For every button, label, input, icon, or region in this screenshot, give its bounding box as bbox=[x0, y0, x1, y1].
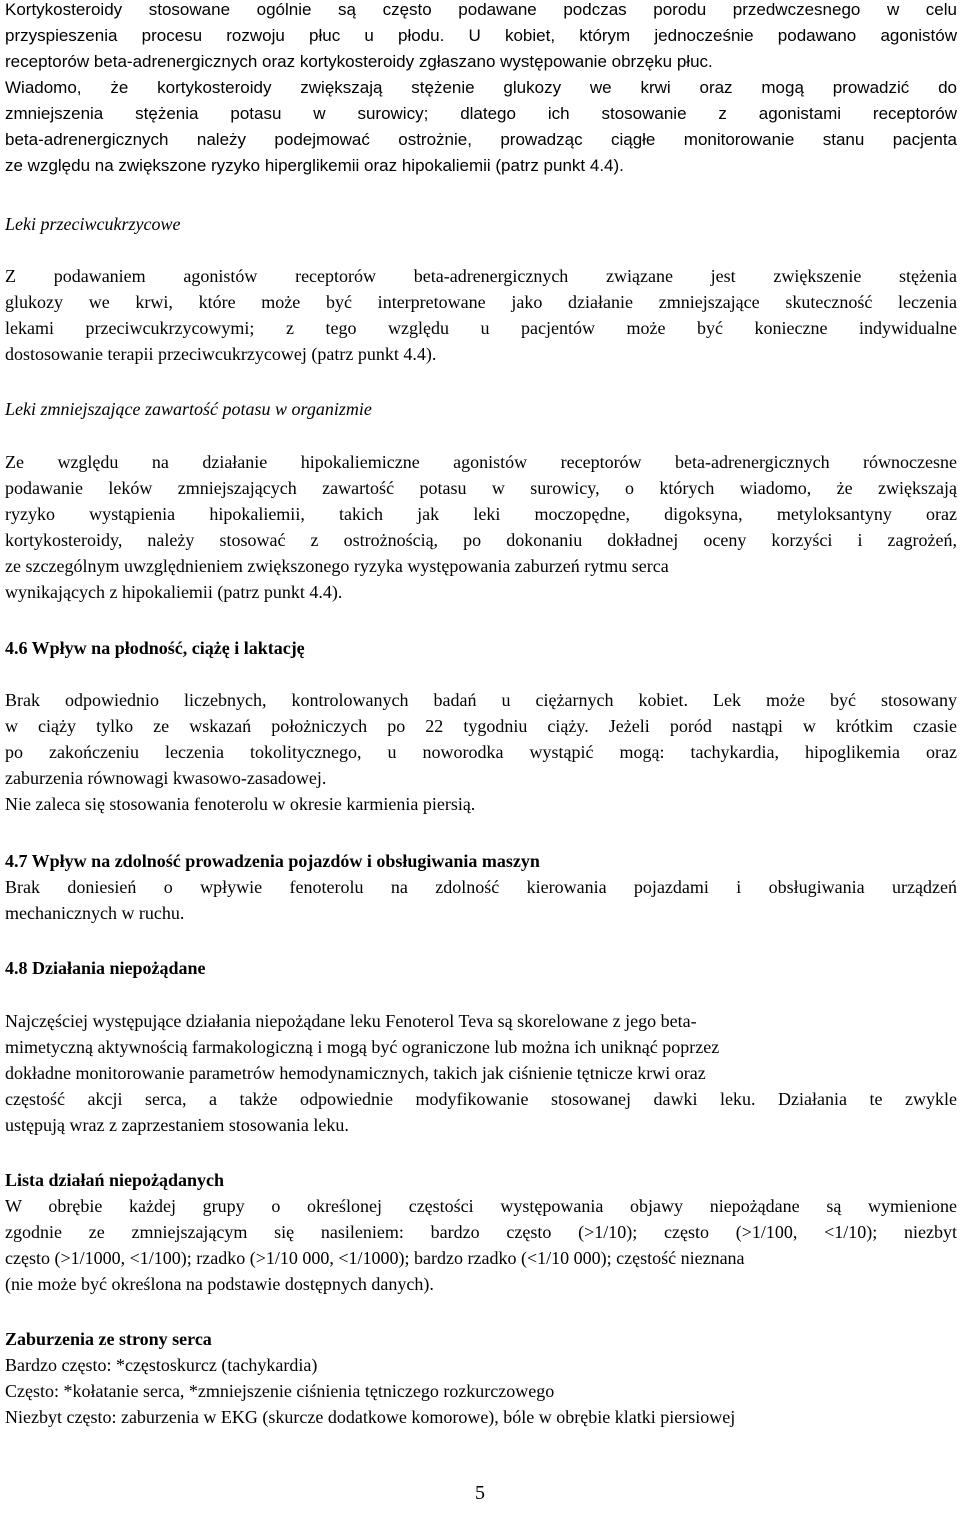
text-line: mechanicznych w ruchu. bbox=[5, 903, 185, 923]
text-line: beta-adrenergicznych należy podejmować ostrożnie, prowadząc ciągłe monitorowanie stanu pacjenta bbox=[5, 130, 957, 149]
text-line: kortykosteroidy, należy stosować z ostrożnością, po dokonaniu dokładnej oceny korzyści i zagrożeń, bbox=[5, 530, 957, 550]
text-line: dostosowanie terapii przeciwcukrzycowej (patrz punkt 4.4). bbox=[5, 344, 437, 364]
heading-section-4-6: 4.6 Wpływ na płodność, ciążę i laktację bbox=[5, 638, 305, 658]
text-line: zaburzenia równowagi kwasowo-zasadowej. bbox=[5, 768, 327, 788]
text-line: przyspieszenia procesu rozwoju płuc u płodu. U kobiet, którym jednocześnie podawano agonistów bbox=[5, 26, 957, 45]
text-line: częstość akcji serca, a także odpowiednie modyfikowanie stosowanej dawki leku. Działania te zwykle bbox=[5, 1089, 957, 1109]
page-number: 5 bbox=[475, 1482, 485, 1504]
text-line: Niezbyt często: zaburzenia w EKG (skurcze dodatkowe komorowe), bóle w obrębie klatki piersiowej bbox=[5, 1407, 736, 1427]
paragraph-corticosteroids bbox=[5, 0, 957, 179]
paragraph-pregnancy bbox=[5, 687, 957, 817]
text-line: po zakończeniu leczenia tokolitycznego, u noworodka wystąpić mogą: tachykardia, hipoglikemia oraz bbox=[5, 742, 957, 762]
text-line: lekami przeciwcukrzycowymi; z tego względu u pacjentów może być konieczne indywidualne bbox=[5, 318, 957, 338]
heading-cardiac-disorders: Zaburzenia ze strony serca bbox=[5, 1329, 212, 1349]
heading-antidiabetic: Leki przeciwcukrzycowe bbox=[5, 214, 181, 234]
paragraph-frequency bbox=[5, 1193, 957, 1297]
paragraph-cardiac-list bbox=[5, 1352, 957, 1430]
text-line: Najczęściej występujące działania niepożądane leku Fenoterol Teva są skorelowane z jego beta- bbox=[5, 1011, 697, 1031]
text-line: ryzyko wystąpienia hipokaliemii, takich jak leki moczopędne, digoksyna, metyloksantyny oraz bbox=[5, 504, 957, 524]
text-line: glukozy we krwi, które może być interpretowane jako działanie zmniejszające skuteczność leczenia bbox=[5, 292, 957, 312]
heading-adverse-list: Lista działań niepożądanych bbox=[5, 1170, 225, 1190]
text-line: Brak doniesień o wpływie fenoterolu na zdolność kierowania pojazdami i obsługiwania urządzeń bbox=[5, 877, 957, 897]
text-line: Z podawaniem agonistów receptorów beta-adrenergicznych związane jest zwiększenie stężenia bbox=[5, 266, 957, 286]
text-line: wynikających z hipokaliemii (patrz punkt 4.4). bbox=[5, 582, 343, 602]
text-line: Bardzo często: *częstoskurcz (tachykardia) bbox=[5, 1355, 318, 1375]
paragraph-antidiabetic bbox=[5, 263, 957, 367]
text-line: ze szczególnym uwzględnieniem zwiększonego ryzyka występowania zaburzeń rytmu serca bbox=[5, 556, 669, 576]
heading-section-4-8: 4.8 Działania niepożądane bbox=[5, 958, 206, 978]
text-line: W obrębie każdej grupy o określonej częstości występowania objawy niepożądane są wymienione bbox=[5, 1196, 957, 1216]
text-line: Brak odpowiednio liczebnych, kontrolowanych badań u ciężarnych kobiet. Lek może być stosowany bbox=[5, 690, 957, 710]
text-line: Wiadomo, że kortykosteroidy zwiększają stężenie glukozy we krwi oraz mogą prowadzić do bbox=[5, 78, 957, 97]
text-line: Często: *kołatanie serca, *zmniejszenie ciśnienia tętniczego rozkurczowego bbox=[5, 1381, 555, 1401]
text-line: Kortykosteroidy stosowane ogólnie są często podawane podczas porodu przedwczesnego w celu bbox=[5, 0, 957, 19]
text-line: dokładne monitorowanie parametrów hemodynamicznych, takich jak ciśnienie tętnicze krwi oraz bbox=[5, 1063, 706, 1083]
text-line: w ciąży tylko ze wskazań położniczych po 22 tygodniu ciąży. Jeżeli poród nastąpi w krótkim czasie bbox=[5, 716, 957, 736]
text-line: ze względu na zwiększone ryzyko hiperglikemii oraz hipokaliemii (patrz punkt 4.4). bbox=[5, 156, 624, 175]
paragraph-driving bbox=[5, 874, 957, 926]
heading-potassium: Leki zmniejszające zawartość potasu w organizmie bbox=[5, 399, 372, 419]
paragraph-adverse-effects bbox=[5, 1008, 957, 1138]
text-line: mimetyczną aktywnością farmakologiczną i mogą być ograniczone lub można ich uniknąć poprzez bbox=[5, 1037, 720, 1057]
text-line: podawanie leków zmniejszających zawartość potasu w surowicy, o których wiadomo, że zwiększają bbox=[5, 478, 957, 498]
text-line: zmniejszenia stężenia potasu w surowicy; dlatego ich stosowanie z agonistami receptorów bbox=[5, 104, 957, 123]
text-line: ustępują wraz z zaprzestaniem stosowania leku. bbox=[5, 1115, 349, 1135]
text-line: receptorów beta-adrenergicznych oraz kortykosteroidy zgłaszano występowanie obrzęku płuc. bbox=[5, 52, 713, 71]
text-line: Nie zaleca się stosowania fenoterolu w okresie karmienia piersią. bbox=[5, 794, 476, 814]
text-line: (nie może być określona na podstawie dostępnych danych). bbox=[5, 1274, 434, 1294]
text-line: często (>1/1000, <1/100); rzadko (>1/10 000, <1/1000); bardzo rzadko (<1/10 000); częstość nieznana bbox=[5, 1248, 745, 1268]
text-line: Ze względu na działanie hipokaliemiczne agonistów receptorów beta-adrenergicznych równoczesne bbox=[5, 452, 957, 472]
paragraph-potassium bbox=[5, 449, 957, 605]
heading-section-4-7: 4.7 Wpływ na zdolność prowadzenia pojazdów i obsługiwania maszyn bbox=[5, 851, 540, 871]
text-line: zgodnie ze zmniejszającym się nasileniem: bardzo często (>1/10); często (>1/100, <1/10); niezbyt bbox=[5, 1222, 957, 1242]
